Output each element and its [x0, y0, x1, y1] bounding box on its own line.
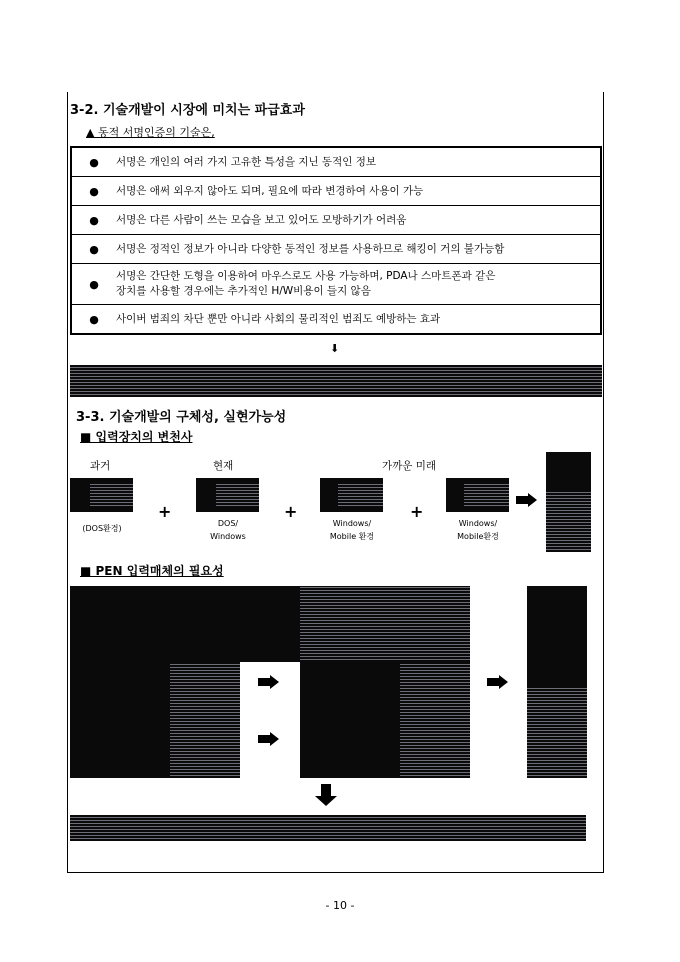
right-arrow-icon [258, 735, 270, 743]
pen-diagram-result [527, 586, 587, 778]
bullet-icon: ● [71, 177, 116, 206]
bullet-icon: ● [71, 264, 116, 305]
caption-past: (DOS환경) [82, 524, 122, 533]
bullet-text-line: 서명은 간단한 도형을 이용하여 마우스로도 사용 가능하며, PDA나 스마트폰과 같은 [116, 270, 496, 282]
list-item [71, 147, 601, 177]
device-image-result [546, 452, 591, 552]
benefits-table [70, 146, 602, 335]
bullet-text: 서명은 애써 외우지 않아도 되며, 필요에 따라 변경하여 사용이 가능 [116, 177, 601, 206]
list-item [71, 264, 601, 305]
caption-line: Windows [210, 532, 246, 541]
bullet-text: 사이버 범죄의 차단 뿐만 아니라 사회의 물리적인 범죄도 예방하는 효과 [116, 305, 601, 335]
caption-line: Windows/ [332, 519, 372, 528]
section-subheading-pen: ■ PEN 입력매체의 필요성 [80, 564, 224, 578]
caption-line: Mobile환경 [457, 532, 499, 541]
bullet-icon: ● [71, 206, 116, 235]
section-heading-3-3: 3-3. 기술개발의 구체성, 실현가능성 [76, 410, 287, 425]
device-image-keyboard [70, 478, 133, 512]
device-image-pen [446, 478, 509, 512]
device-image-mouse [196, 478, 259, 512]
right-arrow-icon [516, 496, 528, 504]
right-arrow-icon-head [528, 493, 537, 507]
page-number: - 10 - [325, 899, 355, 912]
conclusion-banner-image [70, 365, 602, 397]
device-image-touch [320, 478, 383, 512]
bullet-icon: ● [71, 305, 116, 335]
bullet-text: 서명은 정적인 정보가 아니라 다양한 동적인 정보를 사용하므로 해킹이 거의 불가능함 [116, 235, 601, 264]
caption-line: DOS/ [217, 519, 239, 528]
down-arrow-icon [321, 784, 331, 796]
era-label-future: 가까운 미래 [382, 460, 437, 472]
section-subheading-input-devices: ■ 입력장치의 변천사 [80, 430, 193, 444]
bullet-text-line: 장치를 사용할 경우에는 추가적인 H/W비용이 들지 않음 [116, 285, 371, 297]
list-item [71, 177, 601, 206]
section-heading-3-2: 3-2. 기술개발이 시장에 미치는 파급효과 [70, 103, 305, 118]
list-item [71, 206, 601, 235]
pen-diagram-right [300, 662, 470, 778]
pen-conclusion-banner-image [70, 815, 586, 841]
bullet-icon: ● [71, 235, 116, 264]
right-arrow-icon [487, 678, 499, 686]
plus-icon: + [284, 502, 298, 521]
pen-diagram-top [70, 586, 470, 662]
era-label-past: 과거 [90, 460, 111, 472]
right-arrow-icon-head [270, 732, 279, 746]
list-item [71, 305, 601, 335]
caption-near-future-1 [318, 517, 386, 543]
right-arrow-icon-head [270, 675, 279, 689]
plus-icon: + [410, 502, 424, 521]
bullet-text: 서명은 개인의 여러 가지 고유한 특성을 지닌 동적인 정보 [116, 155, 376, 168]
bullet-text [116, 264, 601, 305]
caption-near-future-2 [444, 517, 512, 543]
caption-line: Mobile 환경 [329, 532, 375, 541]
plus-icon: + [158, 502, 172, 521]
bullet-icon: ● [89, 155, 99, 169]
list-item [71, 235, 601, 264]
down-arrow-icon-head [315, 796, 337, 806]
down-arrow-icon: ⬇ [330, 342, 340, 355]
bullet-text: 서명은 다른 사람이 쓰는 모습을 보고 있어도 모방하기가 어려움 [116, 206, 601, 235]
section-subheading: ▲ 동적 서명인증의 기술은, [86, 126, 215, 139]
pen-diagram-left [70, 662, 240, 778]
right-arrow-icon-head [499, 675, 508, 689]
era-label-present: 현재 [213, 460, 234, 472]
caption-line: Windows/ [458, 519, 498, 528]
right-arrow-icon [258, 678, 270, 686]
caption-present [196, 517, 260, 543]
